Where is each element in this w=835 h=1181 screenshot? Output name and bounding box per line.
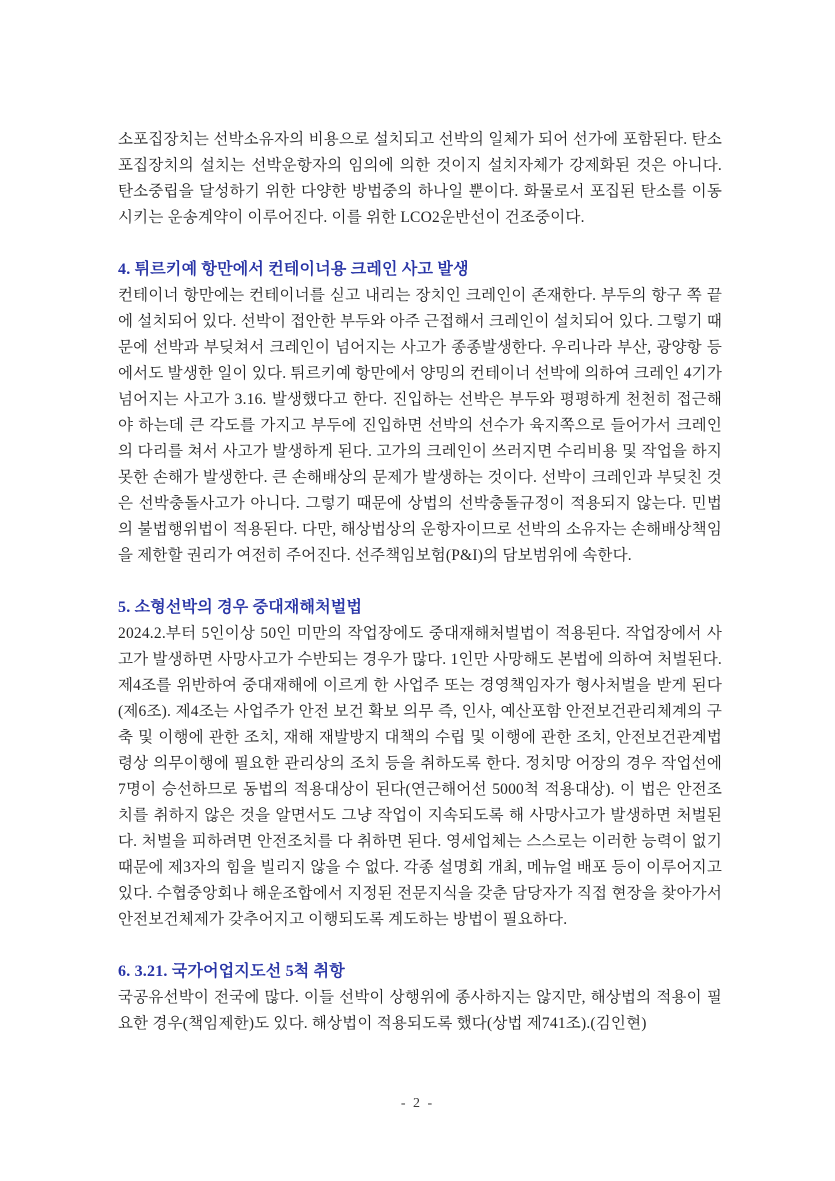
section-6-heading: 6. 3.21. 국가어업지도선 5척 취항: [118, 963, 345, 980]
section-4-heading: 4. 튀르키예 항만에서 컨테이너용 크레인 사고 발생: [118, 261, 469, 278]
section-4-paragraph: 컨테이너 항만에는 컨테이너를 싣고 내리는 장치인 크레인이 존재한다. 부두의 항구 쪽 끝에 설치되어 있다. 선박이 접안한 부두와 아주 근접해서 크레인이 설치되어 있다. 그렇기 때문에 선박과 부딪쳐서 크레인이 넘어지는 사고가 종종발생한다. 우리나라 부산, 광양항 등에서도 발생한 일이 있다. 튀르키예 항만에서 양밍의 컨테이너 선박에 의하여 크레인 4기가 넘어지는 사고가 3.16. 발생했다고 한다. 진입하는 선박은 부두와 평평하게 천천히 접근해야 하는데 큰 각도를 가지고 부두에 진입하면 선박의 선수가 육지쪽으로 들어가서 크레인의 다리를 쳐서 사고가 발생하게 된다. 고가의 크레인이 쓰러지면 수리비용 및 작업을 하지 못한 손해가 발생한다. 큰 손해배상의 문제가 발생하는 것이다. 선박이 크레인과 부딪친 것은 선박충돌사고가 아니다. 그렇기 때문에 상법의 선박충돌규정이 적용되지 않는다. 민법의 불법행위법이 적용된다. 다만, 해상법상의 운항자이므로 선박의 소유자는 손해배상책임을 제한할 권리가 여전히 주어진다. 선주책임보험(P&I)의 담보범위에 속한다.: [118, 287, 722, 564]
section-6-paragraph: 국공유선박이 전국에 많다. 이들 선박이 상행위에 종사하지는 않지만, 해상법의 적용이 필요한 경우(책임제한)도 있다. 해상법이 적용되도록 했다(상법 제741조).(김인현): [118, 989, 722, 1032]
page-number: - 2 -: [400, 1096, 435, 1111]
page-content: [118, 127, 722, 1037]
section-5-heading: 5. 소형선박의 경우 중대재해처벌법: [118, 599, 363, 616]
section-5-paragraph: 2024.2.부터 5인이상 50인 미만의 작업장에도 중대재해처벌법이 적용된다. 작업장에서 사고가 발생하면 사망사고가 수반되는 경우가 많다. 1인만 사망해도 본법에 의하여 처벌된다. 제4조를 위반하여 중대재해에 이르게 한 사업주 또는 경영책임자가 형사처벌을 받게 된다(제6조). 제4조는 사업주가 안전 보건 확보 의무 즉, 인사, 예산포함 안전보건관리체계의 구축 및 이행에 관한 조치, 재해 재발방지 대책의 수립 및 이행에 관한 조치, 안전보건관계법령상 의무이행에 필요한 관리상의 조치 등을 취하도록 한다. 정치망 어장의 경우 작업선에 7명이 승선하므로 동법의 적용대상이 된다(연근해어선 5000척 적용대상). 이 법은 안전조치를 취하지 않은 것을 알면서도 그냥 작업이 지속되도록 해 사망사고가 발생하면 처벌된다. 처벌을 피하려면 안전조치를 다 취하면 된다. 영세업체는 스스로는 이러한 능력이 없기 때문에 제3자의 힘을 빌리지 않을 수 없다. 각종 설명회 개최, 메뉴얼 배포 등이 이루어지고 있다. 수협중앙회나 해운조합에서 지정된 전문지식을 갖춘 담당자가 직접 현장을 찾아가서 안전보건체제가 갖추어지고 이행되도록 계도하는 방법이 필요하다.: [118, 625, 722, 928]
continuation-paragraph: 소포집장치는 선박소유자의 비용으로 설치되고 선박의 일체가 되어 선가에 포함된다. 탄소포집장치의 설치는 선박운항자의 임의에 의한 것이지 설치자체가 강제화된 것은 아니다. 탄소중립을 달성하기 위한 다양한 방법중의 하나일 뿐이다. 화물로서 포집된 탄소를 이동시키는 운송계약이 이루어진다. 이를 위한 LCO2운반선이 건조중이다.: [118, 131, 722, 226]
